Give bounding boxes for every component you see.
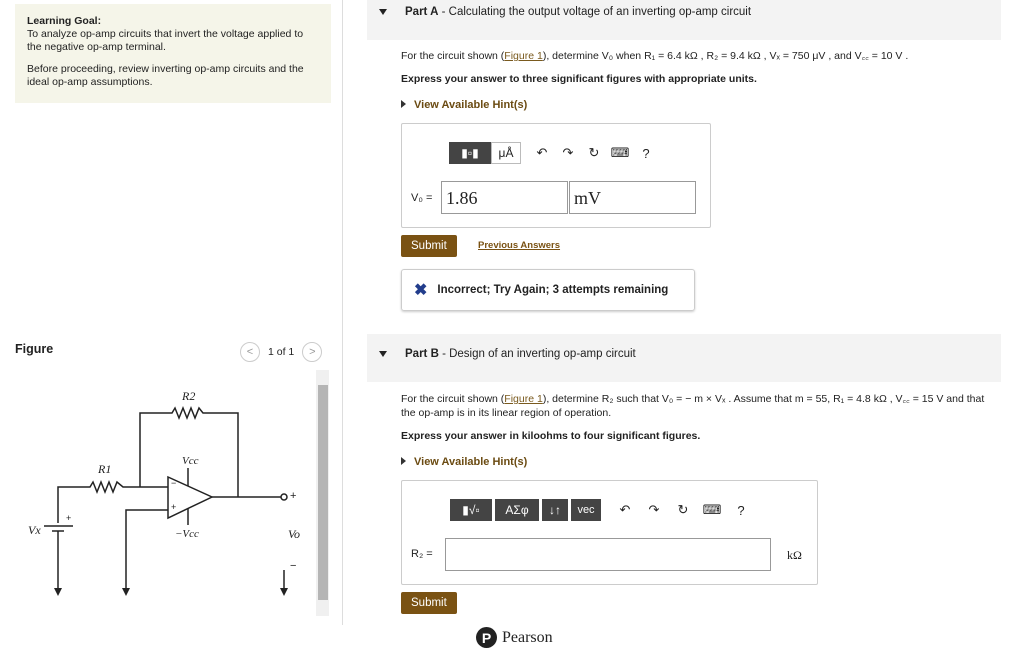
neg-vcc-label: −Vcc — [175, 528, 199, 540]
opamp-minus-label: − — [171, 478, 177, 488]
part-a-hint-toggle[interactable]: View Available Hint(s) — [401, 99, 527, 111]
arrows-button[interactable]: ↓↑ — [542, 499, 568, 521]
prev-figure-button[interactable]: < — [240, 342, 260, 362]
r1-label: R1 — [98, 462, 112, 476]
part-a-submit-button[interactable]: Submit — [401, 235, 457, 257]
part-b-instructions: Express your answer in kiloohms to four significant figures. — [401, 430, 701, 442]
undo-icon[interactable]: ↶ — [536, 145, 548, 160]
opamp-plus-label: + — [171, 502, 177, 512]
r2-input-label: R₂ = — [411, 548, 433, 560]
reset-icon[interactable]: ↻ — [588, 145, 600, 160]
part-b-submit-button[interactable]: Submit — [401, 592, 457, 614]
vx-label: Vx — [28, 523, 41, 537]
r2-value-input[interactable] — [445, 538, 771, 571]
goal-review: Before proceeding, review inverting op-amp circuits and the ideal op-amp assumptions. — [27, 63, 304, 88]
undo-icon[interactable]: ↶ — [619, 502, 631, 517]
pager-text: 1 of 1 — [268, 346, 295, 358]
vec-button[interactable]: vec — [571, 499, 601, 521]
greek-button[interactable]: ΑΣφ — [495, 499, 539, 521]
vcc-label: Vcc — [182, 455, 199, 467]
r2-label: R2 — [182, 389, 196, 403]
goal-title: Learning Goal: — [27, 15, 102, 27]
part-b-toolbar — [450, 499, 754, 521]
scrollbar-thumb[interactable] — [318, 385, 328, 600]
vx-plus-label: + — [66, 513, 72, 523]
units-button[interactable]: μÅ — [491, 142, 521, 164]
collapse-icon — [379, 351, 387, 357]
divider — [342, 0, 343, 625]
incorrect-x-icon: ✖ — [414, 282, 428, 299]
figure-link[interactable]: Figure 1 — [504, 393, 543, 405]
vo-plus-label: + — [290, 490, 297, 502]
part-b-header[interactable] — [367, 334, 1001, 382]
vo-input-label: V₀ = — [411, 192, 433, 204]
redo-icon[interactable]: ↷ — [648, 502, 660, 517]
keyboard-icon[interactable]: ⌨ — [702, 502, 722, 517]
vo-label: Vo — [288, 527, 300, 541]
vo-value-input[interactable]: 1.86 — [441, 181, 568, 214]
goal-text: To analyze op-amp circuits that invert the voltage applied to the negative op-amp terminal. — [27, 28, 304, 53]
part-a-title: - Calculating the output voltage of an inverting op-amp circuit — [438, 6, 752, 18]
pearson-logo: P Pearson — [476, 627, 553, 648]
redo-icon[interactable]: ↷ — [562, 145, 574, 160]
vo-minus-label: − — [290, 560, 297, 572]
pearson-icon: P — [476, 627, 497, 648]
collapse-icon — [379, 9, 387, 15]
reset-icon[interactable]: ↻ — [677, 502, 689, 517]
template-button[interactable]: ▮▫▮ — [449, 142, 491, 164]
part-a-toolbar — [449, 142, 659, 164]
vo-unit-input[interactable]: mV — [569, 181, 696, 214]
help-button[interactable]: ? — [737, 502, 745, 518]
help-button[interactable]: ? — [642, 145, 650, 161]
previous-answers-link[interactable]: Previous Answers — [478, 240, 561, 251]
figure-label: Figure — [15, 342, 54, 356]
part-a-instructions: Express your answer to three significant figures with appropriate units. — [401, 73, 757, 85]
part-b-hint-toggle[interactable]: View Available Hint(s) — [401, 456, 527, 468]
part-b-title: - Design of an inverting op-amp circuit — [438, 348, 636, 360]
feedback-message: ✖ Incorrect; Try Again; 3 attempts remaining — [401, 269, 695, 311]
part-b-question: For the circuit shown (Figure 1), determine R₂ such that V₀ = − m × Vₓ . Assume that m = 55, R₁ = 4.8 kΩ , V꜀꜀ = 15 V and that the op-amp is in its linear region of operation. — [401, 393, 985, 419]
part-a-header[interactable] — [367, 0, 1001, 40]
r2-unit-label: kΩ — [787, 548, 802, 562]
part-a-question: For the circuit shown (Figure 1), determine V₀ when R₁ = 6.4 kΩ , R₂ = 9.4 kΩ , Vₓ = 750 μV , and V꜀꜀ = 10 V . — [401, 50, 909, 62]
part-a-label: Part A — [405, 6, 439, 18]
template-button[interactable]: ▮√▫ — [450, 499, 492, 521]
part-b-label: Part B — [405, 348, 439, 360]
figure-link[interactable]: Figure 1 — [504, 50, 543, 62]
next-figure-button[interactable]: > — [302, 342, 322, 362]
keyboard-icon[interactable]: ⌨ — [610, 145, 630, 160]
